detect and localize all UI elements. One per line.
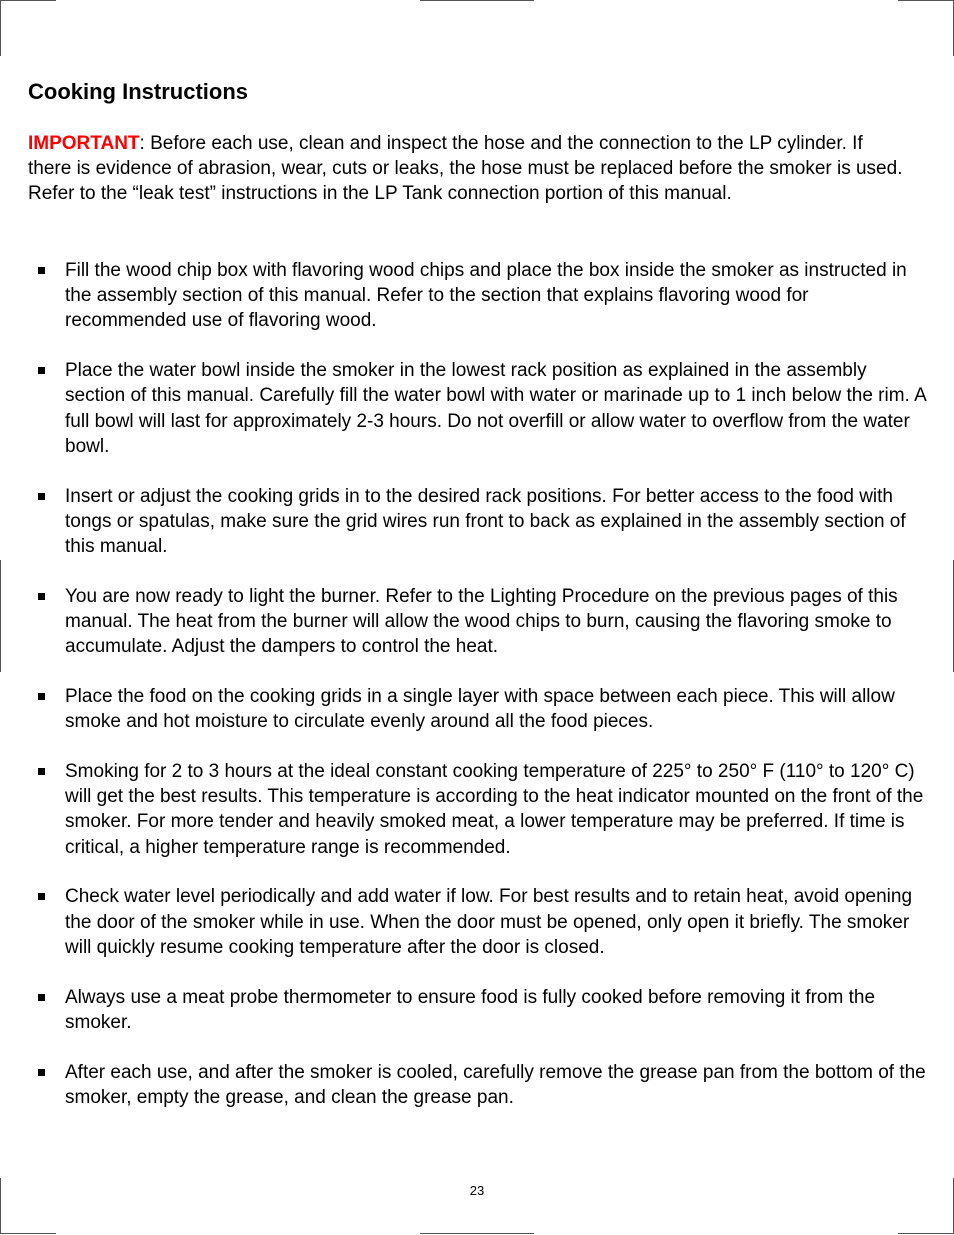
page-number: 23 xyxy=(469,1183,485,1198)
instruction-text: After each use, and after the smoker is cooled, carefully remove the grease pan from the bottom of the smoker, empty the grease, and clean the grease pan. xyxy=(65,1061,926,1108)
instruction-item xyxy=(0,258,931,334)
square-bullet-icon xyxy=(38,994,45,1001)
crop-mark-top-right xyxy=(898,0,954,1)
important-text: : Before each use, clean and inspect the hose and the connection to the LP cylinder. If there is evidence of abrasion, wear, cuts or leaks, the hose must be replaced before the smoker is used. Refer to the “leak test” instructions in the LP Tank connection portion of this manual. xyxy=(28,133,903,205)
instruction-item xyxy=(0,484,931,560)
instruction-item xyxy=(0,584,931,660)
instruction-item xyxy=(0,759,931,860)
square-bullet-icon xyxy=(38,768,45,775)
instruction-text: Place the water bowl inside the smoker in the lowest rack position as explained in the assembly section of this manual. Carefully fill the water bowl with water or marinade up to 1 inch below the rim. A full bowl will last for approximately 2-3 hours. Do not overfill or allow water to overflow from the water bowl. xyxy=(65,360,926,457)
instruction-item xyxy=(0,985,931,1035)
square-bullet-icon xyxy=(38,367,45,374)
square-bullet-icon xyxy=(38,693,45,700)
page-title: Cooking Instructions xyxy=(28,79,248,104)
crop-mark-top-center xyxy=(420,0,534,1)
instruction-list xyxy=(0,258,954,1110)
crop-mark-top-left-vertical xyxy=(0,0,1,56)
instruction-item xyxy=(0,358,931,459)
crop-mark-bottom-left xyxy=(0,1233,56,1234)
square-bullet-icon xyxy=(38,593,45,600)
instruction-text: Insert or adjust the cooking grids in to the desired rack positions. For better access to the food with tongs or spatulas, make sure the grid wires run front to back as explained in the assembly section of this manual. xyxy=(65,485,906,558)
instruction-item xyxy=(0,684,931,734)
instruction-text: You are now ready to light the burner. Refer to the Lighting Procedure on the previous pages of this manual. The heat from the burner will allow the wood chips to burn, causing the flavoring smoke to accumulate. Adjust the dampers to control the heat. xyxy=(65,585,898,658)
instruction-text: Fill the wood chip box with flavoring wood chips and place the box inside the smoker as instructed in the assembly section of this manual. Refer to the section that explains flavoring wood for recommended use of flavoring wood. xyxy=(65,260,907,332)
square-bullet-icon xyxy=(38,1069,45,1076)
important-notice xyxy=(28,131,908,207)
square-bullet-icon xyxy=(38,267,45,274)
instruction-text: Check water level periodically and add water if low. For best results and to retain heat, avoid opening the door of the smoker while in use. When the door must be opened, only open it briefly. The smoker will quickly resume cooking temperature after the door is closed. xyxy=(65,886,913,958)
instruction-item xyxy=(0,884,931,960)
square-bullet-icon xyxy=(38,493,45,500)
crop-mark-bottom-right xyxy=(898,1233,954,1234)
instruction-item xyxy=(0,1060,931,1110)
important-label: IMPORTANT xyxy=(28,133,140,154)
instruction-text: Smoking for 2 to 3 hours at the ideal constant cooking temperature of 225° to 250° F (110° to 120° C) will get the best results. This temperature is according to the heat indicator mounted on the front of the smoker. For more tender and heavily smoked meat, a lower temperature may be preferred. If time is critical, a higher temperature range is recommended. xyxy=(65,761,924,858)
instruction-text: Place the food on the cooking grids in a single layer with space between each piece. This will allow smoke and hot moisture to circulate evenly around all the food pieces. xyxy=(65,686,895,733)
square-bullet-icon xyxy=(38,893,45,900)
crop-mark-top-left xyxy=(0,0,56,1)
crop-mark-bottom-center xyxy=(420,1233,534,1234)
instruction-text: Always use a meat probe thermometer to ensure food is fully cooked before removing it from the smoker. xyxy=(65,986,876,1033)
